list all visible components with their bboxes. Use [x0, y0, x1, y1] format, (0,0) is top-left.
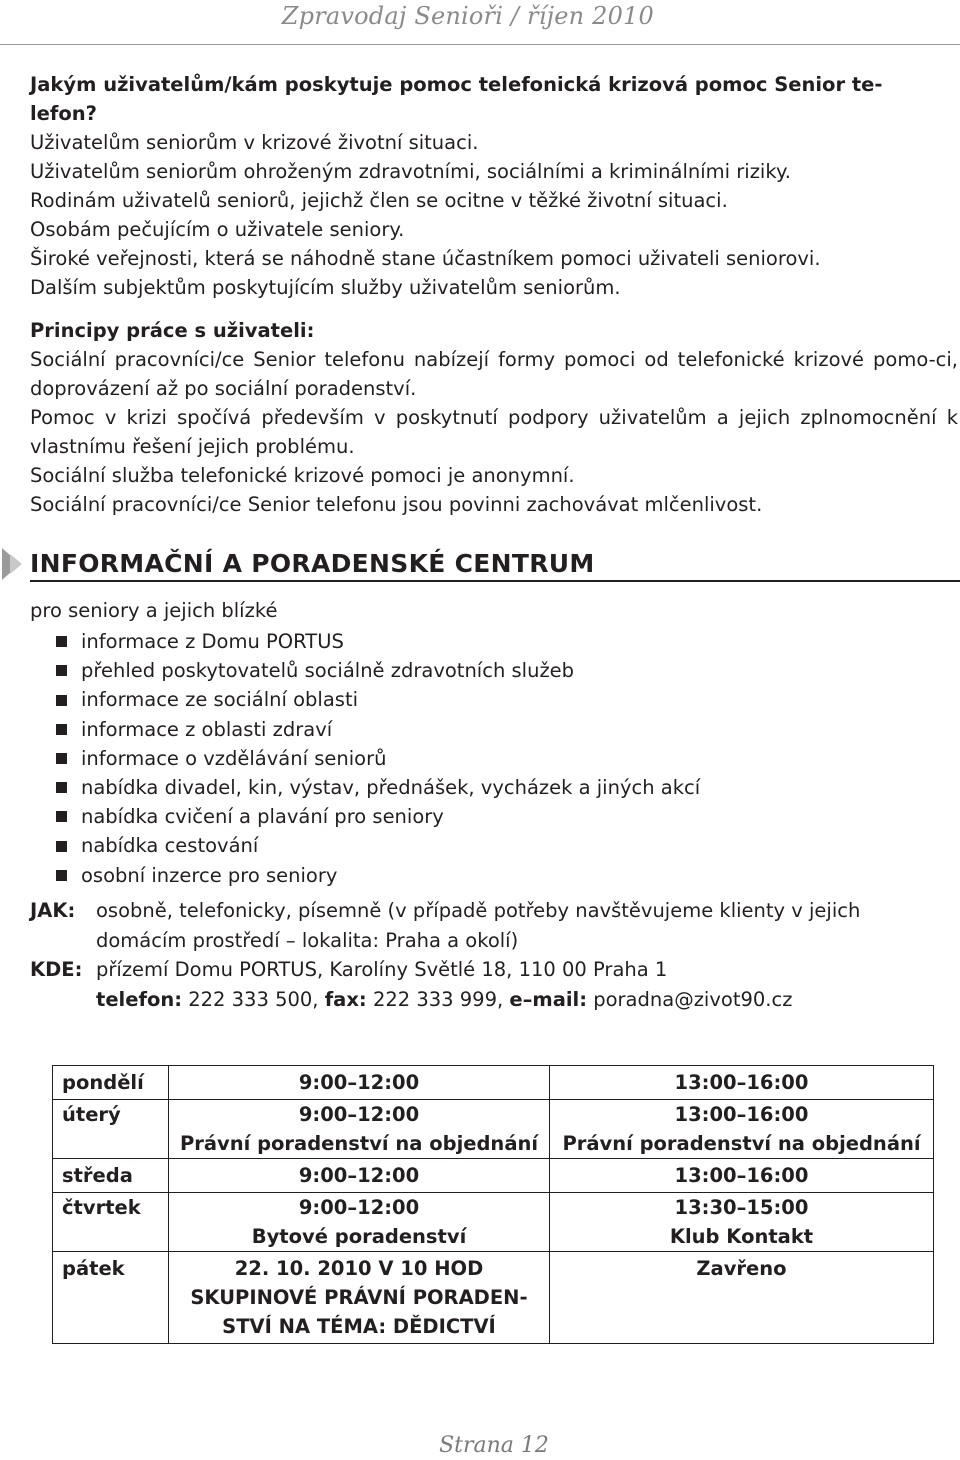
day-cell: čtvrtek	[53, 1193, 169, 1252]
day-cell: pondělí	[53, 1066, 169, 1100]
answer-line: Uživatelům seniorům ohroženým zdravotními, sociálními a kriminálními riziky.	[30, 160, 791, 183]
am-time: 9:00–12:00	[298, 1164, 420, 1187]
header-rule	[0, 44, 960, 45]
pm-note: Klub Kontakt	[669, 1225, 814, 1248]
list-item-label: informace o vzdělávání seniorů	[81, 746, 387, 770]
list-item	[30, 627, 958, 656]
pm-time: Zavřeno	[696, 1257, 787, 1280]
how-line2: domácím prostředí – lokalita: Praha a okolí)	[96, 928, 519, 952]
section-rule	[30, 580, 960, 582]
how-label: JAK:	[30, 899, 76, 922]
am-cell	[169, 1193, 550, 1252]
question-title-line1: Jakým uživatelům/kám poskytuje pomoc telefonická krizová pomoc Senior te-	[30, 73, 883, 96]
contact-block	[30, 896, 958, 1014]
pm-cell	[550, 1100, 934, 1159]
list-item-label: nabídka divadel, kin, výstav, přednášek, vycházek a jiných akcí	[81, 776, 701, 800]
where-label: KDE:	[30, 958, 83, 981]
day-cell: středa	[53, 1159, 169, 1193]
center-intro: pro seniory a jejich blízké	[30, 599, 278, 622]
list-item	[30, 802, 958, 831]
am-cell	[169, 1066, 550, 1100]
table-row	[53, 1066, 934, 1100]
am-note: Právní poradenství na objednání	[179, 1132, 539, 1155]
answer-line: Dalším subjektům poskytujícím služby uživatelům seniorům.	[30, 276, 621, 299]
am-note: Bytové poradenství	[251, 1225, 467, 1248]
pm-cell	[550, 1066, 934, 1100]
contact-details	[96, 985, 958, 1015]
table-row	[53, 1100, 934, 1159]
square-bullet-icon	[56, 753, 67, 764]
list-item	[30, 744, 958, 773]
pm-time: 13:30–15:00	[674, 1196, 809, 1219]
pm-time: 13:00–16:00	[674, 1164, 809, 1187]
list-item	[30, 715, 958, 744]
square-bullet-icon	[56, 724, 67, 735]
center-info-section	[30, 596, 958, 890]
square-bullet-icon	[56, 665, 67, 676]
list-item-label: osobní inzerce pro seniory	[81, 863, 338, 887]
list-item-label: informace ze sociální oblasti	[81, 688, 359, 712]
fax-label: fax:	[324, 987, 367, 1011]
phone-label: telefon:	[96, 987, 183, 1011]
day-cell: úterý	[53, 1100, 169, 1159]
phone-number: 222 333 500,	[188, 987, 319, 1011]
principles-paragraph: Pomoc v krizi spočívá především v poskytnutí podpory uživatelům a jejich zplnomocnění k vlastnímu řešení jejich problému.	[30, 406, 958, 458]
square-bullet-icon	[56, 695, 67, 706]
where-row	[30, 955, 958, 985]
am-time: 9:00–12:00	[298, 1071, 420, 1094]
am-time: 9:00–12:00	[298, 1103, 420, 1126]
center-item-list	[30, 627, 958, 890]
opening-hours-table	[52, 1065, 934, 1344]
page-number: Strana 12	[439, 1433, 549, 1458]
pm-cell	[550, 1159, 934, 1193]
question-section	[30, 70, 958, 302]
how-line1: osobně, telefonicky, písemně (v případě potřeby navštěvujeme klienty v jejich	[96, 899, 861, 922]
triangle-arrow-icon	[0, 546, 28, 582]
pm-time: 13:00–16:00	[674, 1103, 809, 1126]
list-item	[30, 685, 958, 714]
table-row	[53, 1252, 934, 1344]
list-item	[30, 773, 958, 802]
am-note: STVÍ NA TÉMA: DĚDICTVÍ	[222, 1315, 496, 1338]
list-item-label: přehled poskytovatelů sociálně zdravotních služeb	[81, 659, 575, 683]
am-note: SKUPINOVÉ PRÁVNÍ PORADEN-	[190, 1286, 528, 1309]
answer-line: Osobám pečujícím o uživatele seniory.	[30, 218, 405, 241]
answer-line: Rodinám uživatelů seniorů, jejichž člen se ocitne v těžké životní situaci.	[30, 189, 728, 212]
answer-line: Široké veřejnosti, která se náhodně stane účastníkem pomoci uživateli seniorovi.	[30, 247, 821, 270]
am-cell	[169, 1252, 550, 1344]
table-row	[53, 1159, 934, 1193]
list-item-label: informace z oblasti zdraví	[81, 717, 333, 741]
principles-paragraph: Sociální pracovníci/ce Senior telefonu jsou povinni zachovávat mlčenlivost.	[30, 493, 763, 516]
fax-number: 222 333 999,	[372, 987, 504, 1011]
am-time: 9:00–12:00	[298, 1196, 420, 1219]
where-line1: přízemí Domu PORTUS, Karolíny Světlé 18, 110 00 Praha 1	[96, 958, 668, 981]
how-row	[30, 896, 958, 926]
pm-cell	[550, 1193, 934, 1252]
list-item-label: nabídka cvičení a plavání pro seniory	[81, 805, 444, 829]
square-bullet-icon	[56, 870, 67, 881]
table-row	[53, 1193, 934, 1252]
principles-title: Principy práce s uživateli:	[30, 319, 315, 342]
section-title: INFORMAČNÍ A PORADENSKÉ CENTRUM	[30, 549, 595, 578]
day-cell: pátek	[53, 1252, 169, 1344]
question-title-line2: lefon?	[30, 102, 97, 125]
newsletter-header: Zpravodaj Senioři / říjen 2010	[281, 2, 654, 30]
section-banner	[0, 544, 960, 584]
square-bullet-icon	[56, 636, 67, 647]
email-address[interactable]: poradna@zivot90.cz	[593, 987, 793, 1011]
am-cell	[169, 1100, 550, 1159]
how-row-cont	[30, 926, 958, 956]
am-cell	[169, 1159, 550, 1193]
phone-row	[30, 985, 958, 1015]
square-bullet-icon	[56, 782, 67, 793]
answer-line: Uživatelům seniorům v krizové životní situaci.	[30, 131, 479, 154]
list-item-label: nabídka cestování	[81, 834, 259, 858]
principles-section	[30, 316, 958, 519]
list-item-label: informace z Domu PORTUS	[81, 630, 344, 653]
email-label: e–mail:	[509, 987, 588, 1011]
principles-paragraph: Sociální pracovníci/ce Senior telefonu nabízejí formy pomoci od telefonické krizové pomo-ci, doprovázení až po sociální poradenství.	[30, 348, 958, 400]
square-bullet-icon	[56, 811, 67, 822]
pm-cell	[550, 1252, 934, 1344]
pm-time: 13:00–16:00	[674, 1071, 809, 1094]
am-time: 22. 10. 2010 V 10 HOD	[234, 1257, 484, 1280]
list-item	[30, 831, 958, 860]
square-bullet-icon	[56, 841, 67, 852]
pm-note: Právní poradenství na objednání	[562, 1132, 921, 1155]
principles-paragraph: Sociální služba telefonické krizové pomoci je anonymní.	[30, 464, 575, 487]
list-item	[30, 861, 958, 890]
list-item	[30, 656, 958, 685]
